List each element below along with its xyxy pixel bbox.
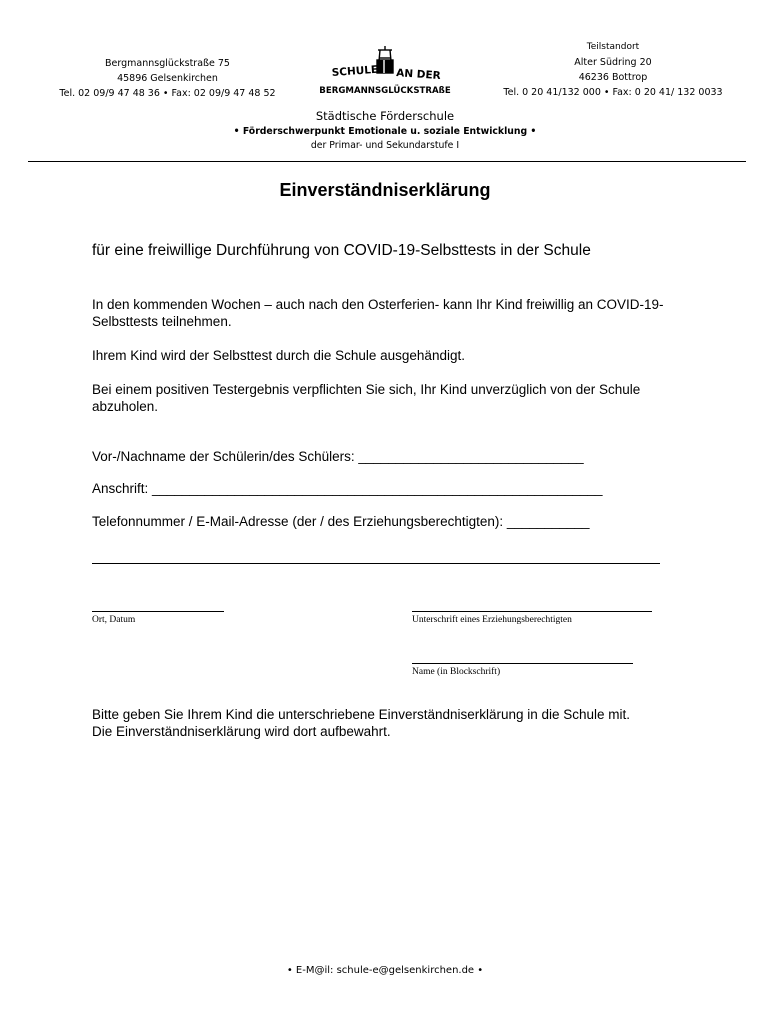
school-type: Städtische Förderschule <box>315 109 455 123</box>
left-street: Bergmannsglückstraße 75 <box>105 58 230 69</box>
document-title: Einverständniserklärung <box>279 180 491 200</box>
logo-text-left: SCHULE <box>331 63 379 79</box>
right-street: Alter Südring 20 <box>574 57 652 68</box>
left-contact: Tel. 02 09/9 47 48 36 • Fax: 02 09/9 47 48 52 <box>59 88 276 99</box>
guardian-signature-label: Unterschrift eines Erziehungsberechtigten <box>412 615 572 625</box>
closing-paragraph: Bitte geben Sie Ihrem Kind die unterschriebene Einverständniserklärung in die Schule mit. Die Einverständniserklärung wird dort aufbewahrt. <box>92 707 631 739</box>
place-date-label: Ort, Datum <box>92 615 136 625</box>
header-divider <box>28 161 746 162</box>
contact-extra-line[interactable] <box>92 551 660 564</box>
school-level: der Primar- und Sekundarstufe I <box>310 140 460 151</box>
left-city: 45896 Gelsenkirchen <box>117 73 218 84</box>
print-name-line[interactable] <box>412 663 633 664</box>
footer-email: • E-M@il: schule-e@gelsenkirchen.de • <box>286 965 484 976</box>
paragraph-participation: In den kommenden Wochen – auch nach den Osterferien- kann Ihr Kind freiwillig an COVID-19-Selbsttests teilnehmen. <box>92 297 664 329</box>
right-label: Teilstandort <box>586 42 640 52</box>
place-date-line[interactable] <box>92 611 224 612</box>
paragraph-positive-result: Bei einem positiven Testergebnis verpflichten Sie sich, Ihr Kind unverzüglich von der Schule abzuholen. <box>92 382 641 414</box>
logo-text-bottom: BERGMANNSGLÜCKSTRAßE <box>319 86 451 96</box>
school-address-right <box>488 40 738 100</box>
guardian-contact-field[interactable]: Telefonnummer / E-Mail-Adresse (der / des Erziehungsberechtigten): ___________ <box>92 514 590 529</box>
school-address-left <box>40 56 295 101</box>
document-subtitle: für eine freiwillige Durchführung von COVID-19-Selbsttests in der Schule <box>92 242 591 259</box>
guardian-signature-line[interactable] <box>412 611 652 612</box>
school-type-block <box>0 108 770 153</box>
logo-text-right: AN DER <box>395 67 442 83</box>
student-name-field[interactable]: Vor-/Nachname der Schülerin/des Schülers: ______________________________ <box>92 449 584 464</box>
paragraph-handout: Ihrem Kind wird der Selbsttest durch die Schule ausgehändigt. <box>92 348 465 363</box>
school-focus: • Förderschwerpunkt Emotionale u. soziale Entwicklung • <box>233 126 537 137</box>
mine-tower-icon <box>319 46 451 102</box>
address-field[interactable]: Anschrift: ____________________________________________________________ <box>92 481 603 496</box>
right-contact: Tel. 0 20 41/132 000 • Fax: 0 20 41/ 132 0033 <box>503 87 723 98</box>
school-logo <box>319 46 451 102</box>
print-name-label: Name (in Blockschrift) <box>412 667 501 677</box>
right-city: 46236 Bottrop <box>578 72 648 83</box>
